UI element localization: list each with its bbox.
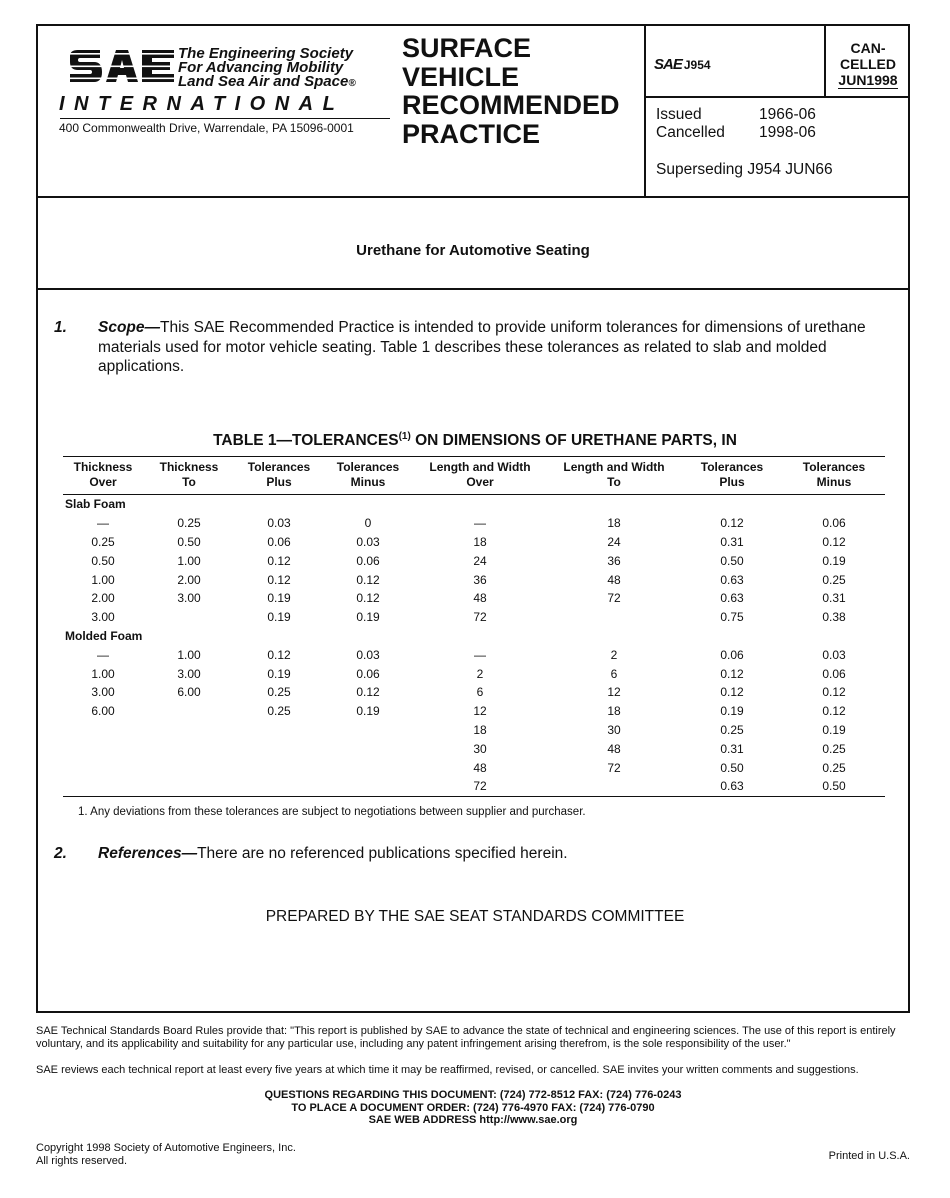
table-cell: [143, 702, 235, 721]
table-cell: 48: [473, 591, 487, 606]
table-cell: 0.50: [91, 553, 115, 568]
table-cell: 0.38: [822, 610, 846, 625]
table-cell: 0.25: [720, 722, 744, 737]
col-header-line: Tolerances: [247, 460, 311, 474]
table-cell: [235, 739, 323, 758]
table-cell: 72: [473, 610, 487, 625]
table-cell: 0.25: [267, 685, 291, 700]
table-cell: 48: [473, 760, 487, 775]
table-cell: 0.12: [720, 666, 744, 681]
table-cell: 24: [473, 553, 487, 568]
table-title-rest: ON DIMENSIONS OF URETHANE PARTS, IN: [410, 432, 737, 450]
table-cell: 0.12: [356, 685, 380, 700]
table-cell: 48: [607, 741, 621, 756]
table-cell: 0.31: [720, 534, 744, 549]
table-row: [63, 645, 885, 664]
web-address-line: SAE WEB ADDRESS http://www.sae.org: [368, 1114, 578, 1126]
document-title: Urethane for Automotive Seating: [356, 242, 590, 259]
table-cell: 2.00: [91, 591, 115, 606]
table-cell: 0.06: [356, 666, 380, 681]
col-header-line: Thickness: [159, 460, 219, 474]
table-cell: 0.12: [267, 647, 291, 662]
table-cell: 0: [364, 516, 372, 531]
table-cell: 0.25: [267, 704, 291, 719]
table-cell: 36: [473, 572, 487, 587]
table-cell: 18: [607, 516, 621, 531]
contact-info: [36, 1089, 910, 1127]
sae-tagline: [178, 47, 356, 91]
title-band: [38, 196, 908, 290]
table-row: [63, 589, 885, 608]
col-header-line: Tolerances: [802, 460, 866, 474]
document-meta-box: [644, 26, 910, 196]
table-cell: 72: [413, 777, 547, 796]
col-header-line: Minus: [350, 475, 386, 489]
table-cell: 0.19: [822, 722, 846, 737]
document-number-text: J954: [683, 58, 711, 72]
table-row: [63, 739, 885, 758]
table-cell: 30: [607, 722, 621, 737]
table-cell: 0.19: [822, 553, 846, 568]
table-cell: 0.63: [720, 572, 744, 587]
table-cell: 30: [473, 741, 487, 756]
table-cell: [323, 777, 413, 796]
col-header-line: Over: [89, 475, 117, 489]
document-type: [402, 34, 642, 148]
table-row: [63, 758, 885, 777]
doc-type-line-4: PRACTICE: [402, 118, 541, 149]
col-header-line: To: [182, 475, 196, 489]
international-wordmark: INTERNATIONAL: [59, 93, 345, 115]
table-cell: 0.50: [720, 553, 744, 568]
table-cell: 48: [607, 572, 621, 587]
table-row: [63, 683, 885, 702]
col-header-line: Over: [466, 475, 494, 489]
cancelled-label: Cancelled: [656, 124, 725, 141]
table-cell: [323, 721, 413, 740]
table-cell: —: [97, 647, 109, 662]
issued-label: Issued: [656, 106, 702, 123]
table-row: [63, 514, 885, 533]
section-lead: Scope—: [98, 319, 161, 336]
table-cell: —: [474, 516, 486, 531]
table-cell: 0.03: [822, 647, 846, 662]
registered-mark: ®: [348, 78, 356, 89]
table-cell: 0.50: [783, 777, 885, 796]
table-row: [63, 551, 885, 570]
table-cell: 18: [473, 534, 487, 549]
col-header: [681, 457, 783, 495]
table-cell: 1.00: [91, 666, 115, 681]
table-cell: [143, 758, 235, 777]
table-cell: 1.00: [177, 553, 201, 568]
section-number: 2.: [54, 845, 67, 862]
table-group-label: Molded Foam: [65, 628, 143, 643]
section-number: 1.: [54, 319, 67, 336]
table-cell: [323, 739, 413, 758]
table-cell: [547, 608, 681, 627]
table-cell: 0.12: [267, 572, 291, 587]
copyright-line: Copyright 1998 Society of Automotive Engineers, Inc.: [36, 1142, 296, 1154]
issued-value: 1966-06: [759, 106, 816, 123]
sae-mini-logo-icon: SAE: [654, 56, 682, 73]
table-cell: 2.00: [177, 572, 201, 587]
document-number-cell: [646, 26, 910, 98]
table-header-row: [63, 457, 885, 495]
col-header-line: Length and Width: [429, 460, 531, 474]
table-cell: 0.03: [267, 516, 291, 531]
table-cell: 0.25: [822, 760, 846, 775]
table-cell: 2: [610, 647, 618, 662]
table-cell: [235, 721, 323, 740]
issue-dates: [656, 106, 816, 142]
table-cell: 2: [476, 666, 484, 681]
table-cell: 6.00: [177, 685, 201, 700]
cancelled-value: 1998-06: [759, 124, 816, 141]
col-header-line: Plus: [719, 475, 745, 489]
table-cell: 6: [610, 666, 618, 681]
table-cell: —: [97, 516, 109, 531]
table-cell: 0.06: [720, 647, 744, 662]
doc-type-line-3: RECOMMENDED: [402, 90, 620, 120]
table-cell: 36: [607, 553, 621, 568]
table-cell: —: [474, 647, 486, 662]
col-header: [235, 457, 323, 495]
col-header: [143, 457, 235, 495]
table-body: [63, 495, 885, 797]
tagline-line-2: For Advancing Mobility: [178, 59, 344, 76]
superseding-note: Superseding J954 JUN66: [656, 161, 833, 178]
table-cell: 0.12: [822, 685, 846, 700]
table-row: [63, 777, 885, 796]
sae-address: 400 Commonwealth Drive, Warrendale, PA 15096-0001: [59, 121, 354, 135]
col-header-line: Plus: [266, 475, 292, 489]
section-references: [54, 844, 894, 864]
section-text: There are no referenced publications specified herein.: [197, 845, 568, 862]
table-cell: 0.06: [356, 553, 380, 568]
table-cell: 0.25: [822, 741, 846, 756]
table-cell: [547, 777, 681, 796]
table-cell: 0.12: [822, 704, 846, 719]
table-cell: [323, 758, 413, 777]
doc-type-line-1: SURFACE: [402, 33, 532, 63]
table-row: [63, 570, 885, 589]
tagline-line-3: [178, 75, 356, 91]
col-header-line: Length and Width: [563, 460, 665, 474]
order-line: TO PLACE A DOCUMENT ORDER: (724) 776-4970 FAX: (724) 776-0790: [291, 1101, 655, 1114]
table-cell: 12: [607, 685, 621, 700]
table-cell: 0.31: [720, 741, 744, 756]
table-cell: 0.25: [822, 572, 846, 587]
table-cell: 0.12: [720, 685, 744, 700]
table-cell: 0.31: [822, 591, 846, 606]
table-cell: 0.25: [91, 534, 115, 549]
table-cell: 0.12: [822, 534, 846, 549]
table-cell: 72: [607, 591, 621, 606]
section-lead: References—: [98, 845, 198, 862]
section-scope: [54, 318, 894, 377]
status-line-2: CELLED: [840, 56, 896, 72]
copyright: [36, 1142, 296, 1168]
table-cell: [143, 721, 235, 740]
questions-line: QUESTIONS REGARDING THIS DOCUMENT: (724) 772-8512 FAX: (724) 776-0243: [264, 1089, 682, 1101]
table-cell: 18: [607, 704, 621, 719]
table-cell: [63, 739, 143, 758]
table-cell: [63, 721, 143, 740]
table-cell: 72: [607, 760, 621, 775]
table-title: [38, 431, 912, 450]
table-cell: 0.19: [267, 591, 291, 606]
table-cell: 0.50: [720, 760, 744, 775]
table-group-label: Slab Foam: [65, 497, 126, 512]
table-cell: 6: [476, 685, 484, 700]
table-cell: 0.06: [822, 516, 846, 531]
section-body: [98, 844, 894, 864]
table-title-main: TABLE 1—TOLERANCES: [213, 432, 399, 450]
rights-line: All rights reserved.: [36, 1155, 128, 1167]
table-cell: 1.00: [177, 647, 201, 662]
table-cell: 3.00: [177, 666, 201, 681]
table-cell: 18: [473, 722, 487, 737]
table-cell: 24: [607, 534, 621, 549]
board-rules-note: SAE Technical Standards Board Rules provide that: "This report is published by SAE to advance the state of technical and engineering sciences. The use of this report is entirely voluntary, and its applicability and suitability for any particular use, including any patent infringement arising therefrom, is the sole responsibility of the user.": [36, 1025, 896, 1050]
table-cell: 0.50: [177, 534, 201, 549]
table-cell: [63, 777, 143, 796]
table-cell: 0.19: [356, 610, 380, 625]
table-cell: 0.19: [356, 704, 380, 719]
cancelled-status-badge: [824, 26, 910, 96]
table-cell: 0.19: [720, 704, 744, 719]
table-cell: 0.75: [720, 610, 744, 625]
table-row: [63, 608, 885, 627]
table-cell: 0.03: [356, 647, 380, 662]
table-cell: [63, 758, 143, 777]
table-cell: 0.12: [356, 572, 380, 587]
col-header: [323, 457, 413, 495]
table-row: [63, 721, 885, 740]
doc-type-line-2: VEHICLE: [402, 61, 520, 92]
document-header: [38, 26, 908, 198]
table-cell: 0.19: [267, 610, 291, 625]
col-header-line: To: [607, 475, 621, 489]
sae-logo-block: [44, 44, 400, 164]
table-cell: 0.12: [356, 591, 380, 606]
table-cell: 0.25: [177, 516, 201, 531]
table-row: [63, 702, 885, 721]
table-cell: 0.12: [720, 516, 744, 531]
col-header: [63, 457, 143, 495]
wordmark-rule: [60, 118, 390, 119]
table-cell: [235, 777, 323, 796]
table-title-footnote-ref: (1): [398, 431, 411, 442]
table-cell: [235, 758, 323, 777]
sae-logo-icon: [66, 48, 178, 98]
printed-in: Printed in U.S.A.: [828, 1150, 910, 1162]
prepared-by: PREPARED BY THE SAE SEAT STANDARDS COMMITTEE: [265, 908, 685, 925]
table-footnote: 1. Any deviations from these tolerances are subject to negotiations between supplier and purchaser.: [78, 806, 586, 818]
table-cell: 0.63: [720, 591, 744, 606]
col-header-line: Minus: [816, 475, 852, 489]
tagline-line-3-text: Land Sea Air and Space: [178, 73, 349, 90]
document-number: [654, 56, 711, 73]
table-cell: [143, 739, 235, 758]
status-line-3: JUN1998: [838, 72, 898, 88]
table-cell: [143, 777, 235, 796]
table-cell: 3.00: [177, 591, 201, 606]
table-cell: 0.06: [267, 534, 291, 549]
table-cell: 6.00: [91, 704, 115, 719]
table-cell: 0.06: [822, 666, 846, 681]
review-note: SAE reviews each technical report at least every five years at which time it may be reaffirmed, revised, or cancelled. SAE invites your written comments and suggestions.: [36, 1064, 859, 1076]
col-header-line: Tolerances: [700, 460, 764, 474]
table-cell: [143, 608, 235, 627]
tolerances-table: [63, 456, 885, 797]
status-line-1: CAN-: [850, 40, 886, 56]
col-header-line: Tolerances: [336, 460, 400, 474]
table-cell: 1.00: [91, 572, 115, 587]
document-frame: [36, 24, 910, 1013]
table-cell: 0.63: [681, 777, 783, 796]
table-row: [63, 533, 885, 552]
table-row: [63, 664, 885, 683]
table-cell: 0.12: [267, 553, 291, 568]
table-group-row: [63, 627, 885, 646]
table-cell: 3.00: [91, 685, 115, 700]
col-header-line: Thickness: [73, 460, 133, 474]
table-cell: 12: [473, 704, 487, 719]
col-header: [547, 457, 681, 495]
tagline-line-1: The Engineering Society: [178, 45, 354, 62]
section-text: This SAE Recommended Practice is intended to provide uniform tolerances for dimensions of urethane materials used for motor vehicle seating. Table 1 describes these tolerances as related to slab and molded applications.: [98, 319, 866, 375]
section-body: [98, 318, 894, 377]
table-cell: 0.03: [356, 534, 380, 549]
col-header: [413, 457, 547, 495]
table-cell: 3.00: [91, 610, 115, 625]
col-header: [783, 457, 885, 495]
table-group-row: [63, 495, 885, 514]
table-cell: 0.19: [267, 666, 291, 681]
